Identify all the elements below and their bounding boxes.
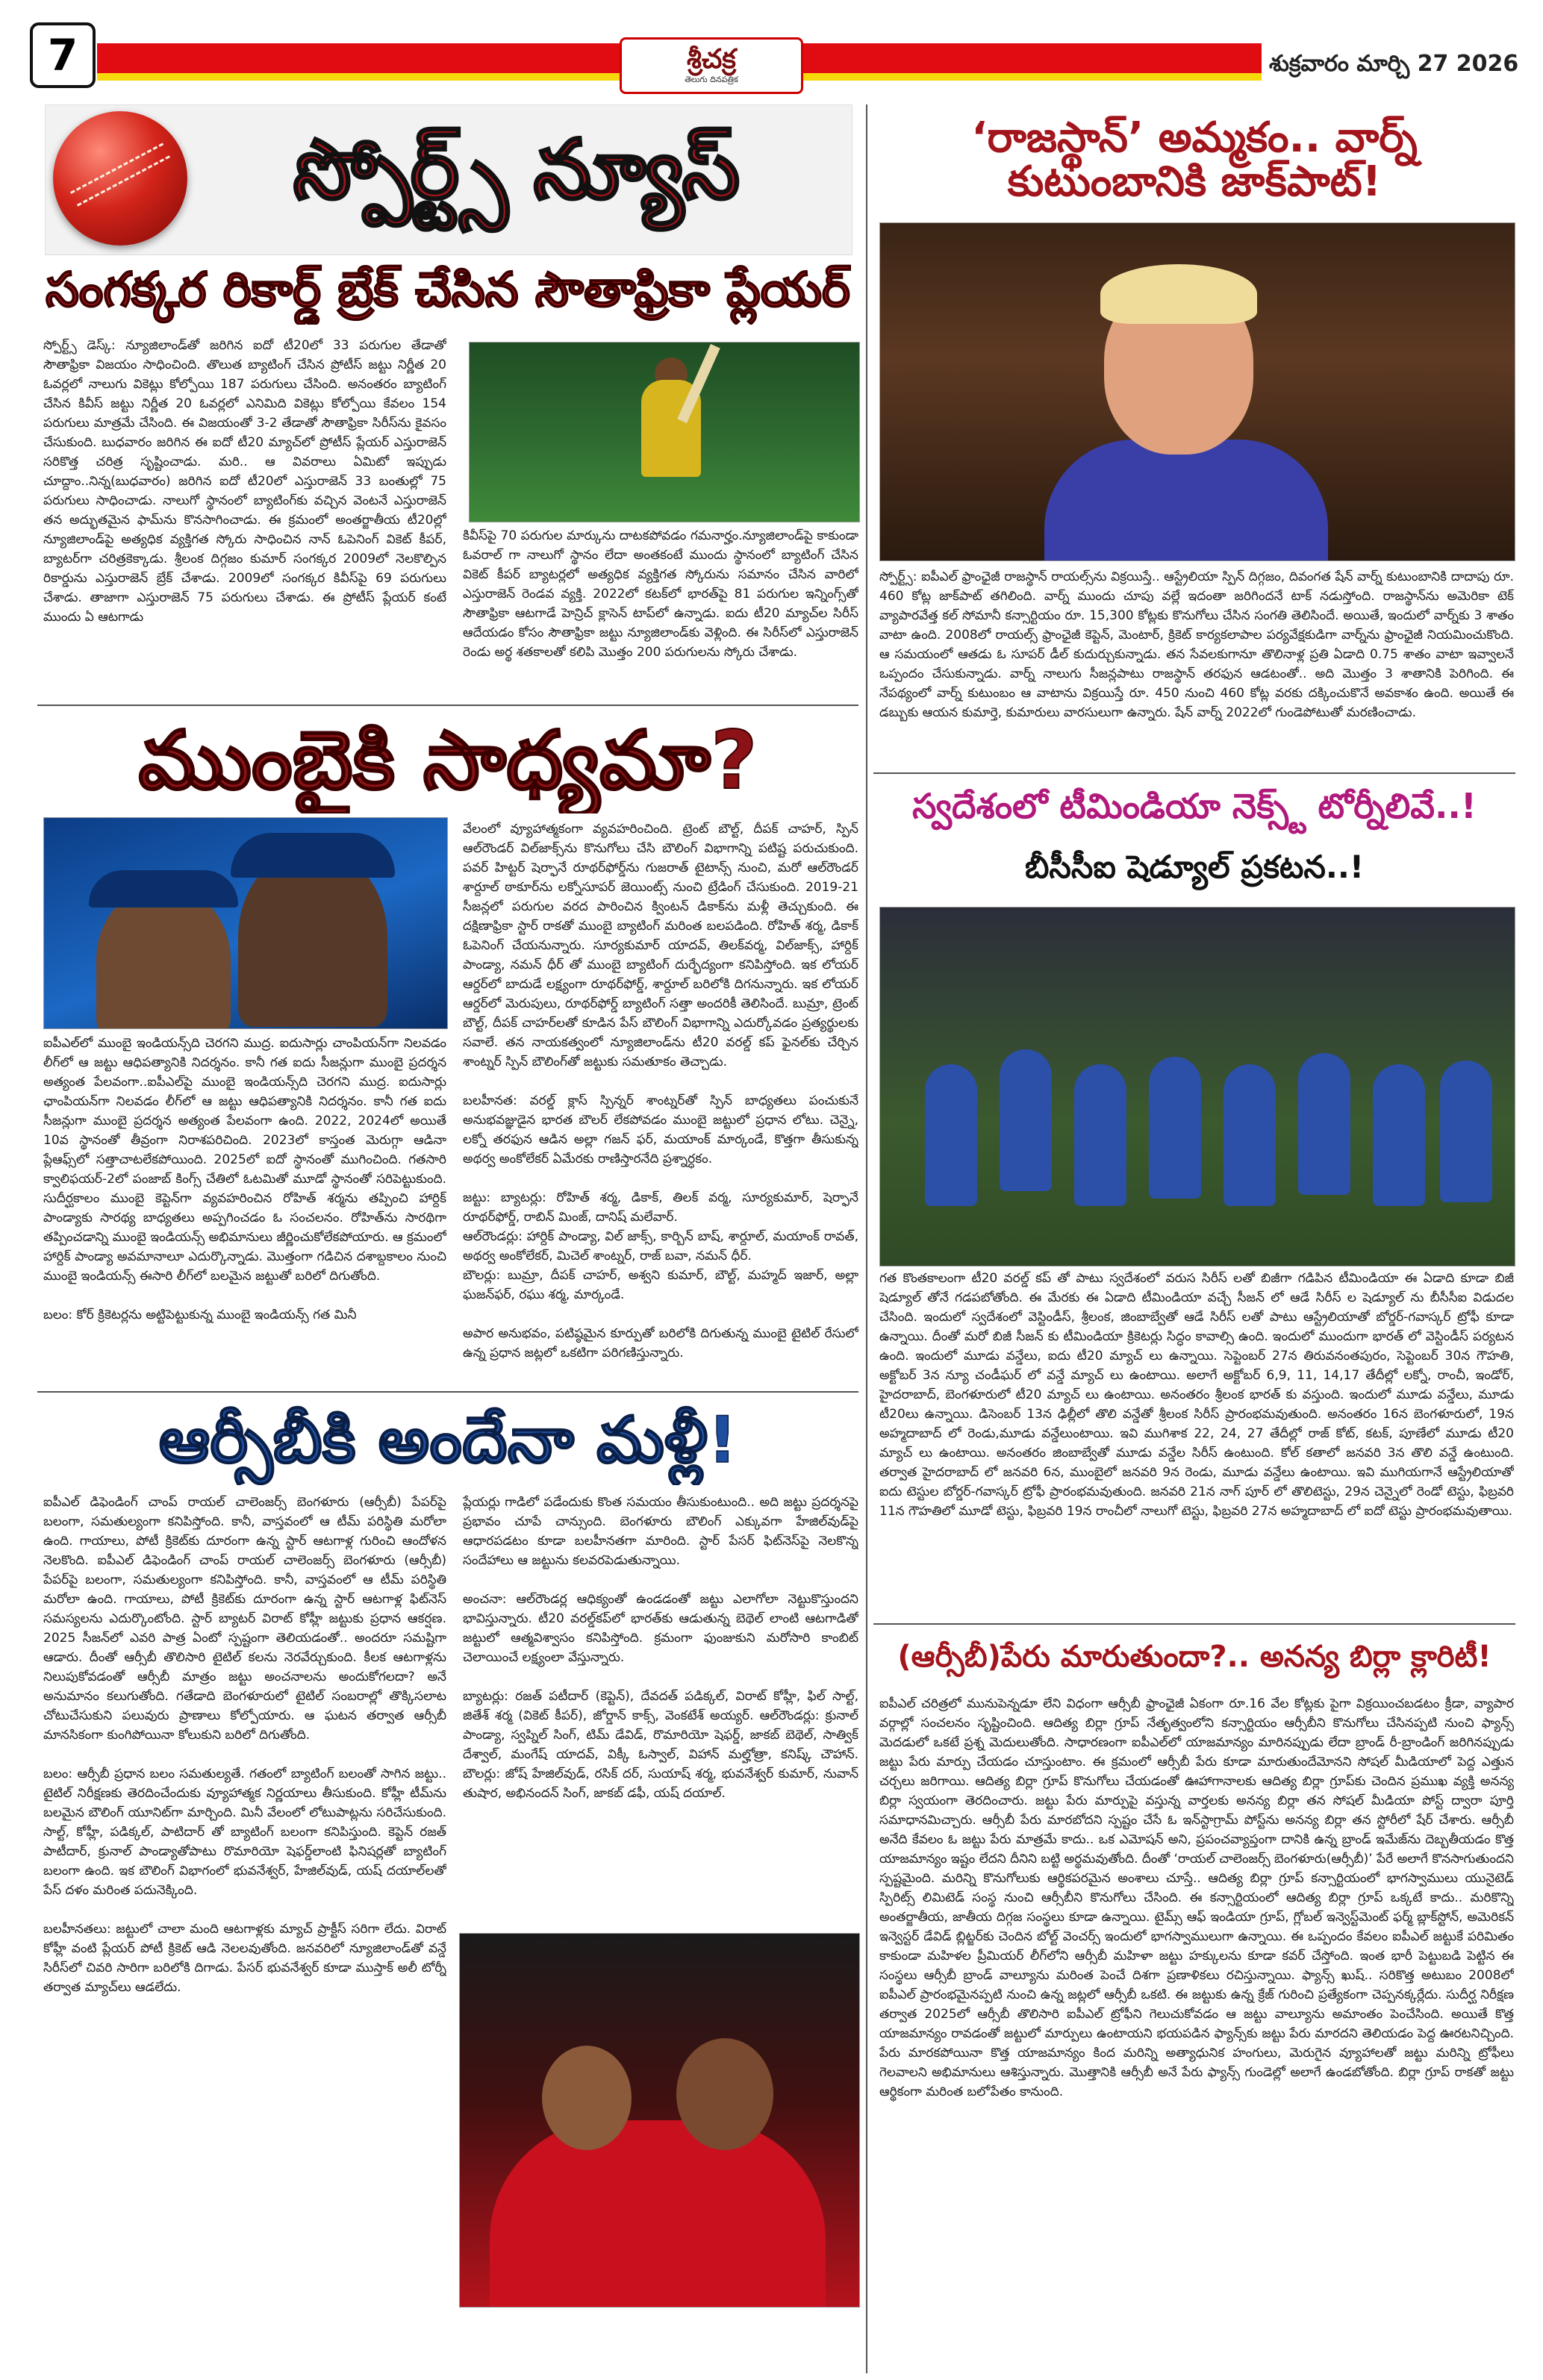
article-mumbai-text-col1: ఐపీఎల్‌లో ముంబై ఇండియన్స్‌ది చెరగని ముద్ర. ఐదుసార్లు చాంపియన్‌గా నిలవడం లీగ్‌లో ఆ జట్టు ఆధిపత్యానికి నిదర్శనం. కానీ గత ఐదు సీజన్లుగా ముంబై ప్రదర్శన అత్యంత పేలవంగా..ఐపీఎల్‌పై ముంబై ఇండియన్స్‌ది చెరగని ముద్ర. ఐదుసార్లు ఛాంపియన్‌గా నిలవడం లీగ్‌లో ఆ జట్టు ఆధిపత్యానికి నిదర్శనం. కానీ గత ఐదు సీజన్లుగా ముంబై ప్రదర్శన అత్యంత పేలవంగా ఉంది. 2022, 2024లో అయితే 10వ స్థానంతో తీవ్రంగా నిరాశపరిచింది. 2023లో కాస్తంత మెరుగ్గా ఆడినా ప్లేఆఫ్స్‌లో సత్తాచాటలేకపోయింది. 2025లో ఐదో స్థానంతో ముగించింది. గతసారి క్వాలిఫయర్-2లో పంజాబ్ కింగ్స్ చేతిలో ఓటమితో మూడో స్థానంతో సరిపెట్టుకుంది. సుదీర్ఘకాలం ముంబై కెప్టెన్‌గా వ్యవహరించిన రోహిత్ శర్మను తప్పించి హార్దిక్ పాండ్యాకు సారథ్య బాధ్యతలు అప్పగించడం ఓ సంచలనం. రోహిత్‌ను సారథిగా తప్పించడాన్ని ముంబై ఇండియన్స్ అభిమానులు జీర్ణించుకోలేకపోయారు. ఆ క్రమంలో హార్దిక్ పాండ్యా అవమానాలూ ఎదుర్కొన్నాడు. మొత్తంగా గడిచిన దశాబ్దకాలం నుంచి ముంబై ఇండియన్స్ ఈసారి లీగ్‌లో బలమైన జట్టుతో బరిలో దిగుతోంది. బలం: కోర్ క్రికెటర్లను అట్టిపెట్టుకున్న ముంబై ఇండియన్స్ గత మినీ [43,1036,446,1322]
sports-news-banner [45,104,852,255]
photo-mumbai-players [43,817,448,1029]
photo-shane-warne [879,222,1515,561]
player-head-shape [542,2046,632,2150]
newspaper-logo [620,37,803,94]
section-rule [37,705,858,706]
article-ananya-text: ఐపీఎల్ చరిత్రలో మునుపెన్నడూ లేని విధంగా ఆర్సీబీ ఫ్రాంఛైజీ ఏకంగా రూ.16 వేల కోట్లకు పైగా విక్రయించబడటం క్రీడా, వ్యాపార వర్గాల్లో సంచలనం సృష్టించింది. ఆదిత్య బిర్లా గ్రూప్ నేతృత్వంలోని కన్సార్టియం ఆర్సీబీని కొనుగోలు చేసినప్పటి నుంచి ఫ్యాన్స్ మెదడులో ఒకటే ప్రశ్న మెదులుతోంది. సాధారణంగా ఐపీఎల్‌లో యాజమాన్యం మారినప్పుడు లేదా బ్రాండ్ రీ-బ్రాండింగ్ జరిగినప్పుడు జట్టు పేరు మార్పు చేయడం చూస్తుంటాం. ఈ క్రమంలో ఆర్సీబీ పేరు కూడా మారుతుందేమోనని సోషల్ మీడియాలో పెద్ద ఎత్తున చర్చలు జరిగాయి. ఆదిత్య బిర్లా గ్రూప్ కొనుగోలు చేయడంతో ఊహాగానాలకు ఆదిత్య బిర్లా గ్రూప్‌కు చెందిన ప్రముఖ వ్యక్తి అనన్య బిర్లా స్వయంగా తెరదించారు. జట్టు పేరు మార్పుపై వస్తున్న వార్తలకు అనన్య బిర్లా తన సోషల్ మీడియా పోస్ట్ ద్వారా పూర్తి సమాధానమిచ్చారు. ఆర్సీబీ పేరు మారబోదని స్పష్టం చేసే ఓ ఇన్‌స్టాగ్రామ్ పోస్ట్‌ను అనన్య బిర్లా తన స్టోరీలో షేర్ చేశారు. ఆర్సీబీ అనేది కేవలం ఓ జట్టు పేరు మాత్రమే కాదు.. ఒక ఎమోషన్ అని, ప్రపంచవ్యాప్తంగా దానికి ఉన్న బ్రాండ్ ఇమేజ్‌ను దెబ్బతీయడం కొత్త యాజమాన్యం ఇష్టం లేదని దీనిని బట్టి అర్థమవుతోంది. దీంతో ‘రాయల్ చాలెంజర్స్ బెంగళూరు(ఆర్సీబీ)’ పేరే అలాగే కొనసాగుతుందని స్పష్టమైంది. మరిన్ని కొనుగోలుకు ఆర్థికపరమైన అంశాలు చూస్తే.. ఆదిత్య బిర్లా గ్రూప్ కన్సార్టియంలో భాగస్వాములు యునైటెడ్ స్పిరిట్స్ లిమిటెడ్ సంస్థ నుంచి ఆర్సీబీని కొనుగోలు చేసింది. ఈ కన్సార్టియంలో ఆదిత్య బిర్లా గ్రూప్ ఒక్కటే కాదు.. మరికొన్ని అంతర్జాతీయ, జాతీయ దిగ్గజ సంస్థలు కూడా ఉన్నాయి. టైమ్స్ ఆఫ్ ఇండియా గ్రూప్, గ్లోబల్ ఇన్వెస్ట్‌మెంట్ ఫర్మ్ బ్లాక్‌స్టోన్, అమెరికన్ ఇన్వెస్టర్ డేవిడ్ బ్లిట్జర్‌కు చెందిన బోల్ట్ వెంచర్స్ ఇందులో భాగస్వాములుగా ఉన్నాయి. ఈ ఒప్పందం కేవలం ఐపీఎల్ జట్టుకే పరిమితం కాకుండా మహిళల ప్రీమియర్ లీగ్‌లోని ఆర్సీబీ మహిళా జట్టు హక్కులను కూడా కవర్ చేస్తోంది. ఇంత భారీ పెట్టుబడి పెట్టిన ఈ సంస్థలు ఆర్సీబీ బ్రాండ్ వాల్యూను మరింత పెంచే దిశగా ప్రణాళికలు రచిస్తున్నాయి. ఫ్యాన్స్ ఖుష్.. సరికొత్త అటుబం 2008లో ఐపీఎల్ ప్రారంభమైనప్పటి నుంచి ఉన్న జట్లలో ఆర్సీబీ ఒకటి. ఈ జట్టుకు ఉన్న క్రేజ్ గురించి ప్రత్యేకంగా చెప్పనక్కర్లేదు. సుదీర్ఘ నిరీక్షణ తర్వాత 2025లో ఆర్సీబీ తొలిసారి ఐపీఎల్ ట్రోఫీని గెలుచుకోవడం ఆ జట్టు వాల్యూను అమాంతం పెంచేసింది. అయితే కొత్త యాజమాన్యం రావడంతో జట్టులో మార్పులు ఉంటాయని భయపడిన ఫ్యాన్స్‌కు జట్టు పేరు మారదని తెలియడం పెద్ద ఊరటనిచ్చింది. పేరు మారకపోయినా కొత్త యాజమాన్యం కింద మరిన్ని అత్యాధునిక హంగులు, మెరుగైన వ్యూహాలతో జట్టు మరిన్ని ట్రోఫీలు గెలవాలని అభిమానులు ఆశిస్తున్నారు. మొత్తానికి ఆర్సీబీ అనే పేరు ఫ్యాన్స్ గుండెల్లో అలాగే ఉండబోతోంది. బిర్లా గ్రూప్ రాకతో జట్టు ఆర్థికంగా మరింత బలోపేతం కానుంది. [879,1696,1514,2099]
article-rcb-text-col1: ఐపీఎల్ డిఫెండింగ్ చాంప్ రాయల్ చాలెంజర్స్ బెంగళూరు (ఆర్సీబీ) పేపర్‌పై బలంగా, సమతుల్యంగా కనిపిస్తోంది. కానీ, వాస్తవంలో ఆ టీమ్ పరిస్థితి మరోలా ఉంది. గాయాలు, పోటీ క్రికెట్‌కు దూరంగా ఉన్న స్టార్ ఆటగాళ్ల గురించి ఆందోళన నెలకొంది. ఐపీఎల్ డిఫెండింగ్ చాంప్ రాయల్ చాలెంజర్స్ బెంగళూరు (ఆర్సీబీ) పేపర్‌పై బలంగా, సమతుల్యంగా కనిపిస్తోంది. కానీ, వాస్తవంలో ఆ టీమ్ పరిస్థితి మరోలా ఉంది. గాయాలు, పోటీ క్రికెట్‌కు దూరంగా ఉన్న స్టార్ ఆటగాళ్ల ఫిట్‌నెస్ సమస్యలను ఎదుర్కొంటోంది. స్టార్ బ్యాటర్ విరాట్ కోహ్లీ జట్టుకు ప్రధాన ఆకర్షణ. 2025 సీజన్‌లో ఎవరి పాత్ర ఏంటో స్పష్టంగా తెలియడంతో.. అందరూ సమష్టిగా ఆడారు. దీంతో ఆర్సీబీ తొలిసారి టైటిల్ కలను నెరవేర్చుకుంది. కీలక ఆటగాళ్లను నిలుపుకోవడంతో ఆర్సీబీ మాత్రం జట్టు అంచనాలను అందుకోగలదా? అనే అనుమానం కలుగుతోంది. గతేడాది బెంగళూరులో టైటిల్ సంబరాల్లో తొక్కిసలాట చోటుచేసుకుని పలువురు ప్రాణాలు కోల్పోయారు. ఆ ఘటన తర్వాత ఆర్సీబీ మానసికంగా కుంగిపోయినా కోలుకుని బరిలో దిగుతోంది. బలం: ఆర్సీబీ ప్రధాన బలం సమతుల్యతే. గతంలో బ్యాటింగ్ బలంతో సాగిన జట్టు.. టైటిల్ నిరీక్షణకు తెరదించేందుకు వ్యూహాత్మక నిర్ణయాలు తీసుకుంది. కోహ్లీ టీమ్‌ను బలమైన బౌలింగ్ యూనిట్‌గా మార్చింది. మినీ వేలంలో లోటుపాట్లను సరిచేసుకుంది. సాల్ట్, కోహ్లీ, పడిక్కల్, పాటిదార్ తో బ్యాటింగ్ బలంగా కనిపిస్తుంది. కెప్టెన్ రజత్ పాటీదార్, క్రునాల్ పాండ్యాతోపాటు రొమారియో షెఫర్డ్‌లాంటి ఫినిషర్లతో బ్యాటింగ్ బలంగా ఉంది. ఇక బౌలింగ్ విభాగంలో భువనేశ్వర్, హేజిల్‌వుడ్, యష్ దయాల్‌లతో పేస్ దళం మరింత పదునెక్కింది. బలహీనతలు: జట్టులో చాలా మంది ఆటగాళ్లకు మ్యాచ్ ప్రాక్టీస్ సరిగా లేదు. విరాట్ కోహ్లీ వంటి ప్లేయర్ పోటీ క్రికెట్ ఆడి నెలలవుతోంది. జనవరిలో న్యూజిలాండ్‌తో వన్డే సిరీస్‌లో చివరి సారిగా బరిలోకి దిగాడు. పేసర్ భువనేశ్వర్ కూడా ముస్తాక్ అలీ టోర్నీ తర్వాత మ్యాచ్‌లు ఆడలేదు. [43,1495,446,1995]
player-figure [1224,1064,1276,1206]
article-rcb-text-col2: ప్లేయర్లు గాడిలో పడేందుకు కొంత సమయం తీసుకుంటుంది.. అది జట్టు ప్రదర్శనపై ప్రభావం చూపే చాన్సుంది. బెంగళూరు బౌలింగ్ ఎక్కువగా హేజిల్‌వుడ్‌పై ఆధారపడటం కూడా బలహీనతగా మారింది. స్టార్ పేసర్ ఫిట్‌నెస్‌పై నెలకొన్న సందేహాలు ఆ జట్టును కలవరపెడుతున్నాయి. అంచనా: ఆల్‌రౌండర్ల ఆధిక్యంతో ఉండడంతో జట్టు ఎలాగోలా నెట్టుకొస్తుందని భావిస్తున్నారు. టీ20 వరల్డ్‌కప్‌లో భారత్‌కు ఆడుతున్న బెథెల్ లాంటి ఆటగాడితో జట్టులో ఆత్మవిశ్వాసం కనిపిస్తోంది. క్రమంగా ఫుంజుకుని మరోసారి కాంబిట్ చెలాయించే లక్ష్యంలా వేస్తున్నారు. బ్యాటర్లు: రజత్ పటీదార్ (కెప్టెన్), దేవదత్ పడిక్కల్, విరాట్ కోహ్లీ, ఫిల్ సాల్ట్, జితేశ్ శర్మ (వికెట్ కీపర్), జోర్డాన్ కాక్స్, వెంకటేశ్ అయ్యర్. ఆల్‌రౌండర్లు: క్రునాల్ పాండ్యా, స్వప్నిల్ సింగ్, టిమ్ డేవిడ్, రొమారియో షెఫర్డ్, జాకబ్ బెథెల్, సాత్విక్ దేశ్వాల్, మంగేష్ యాదవ్, విక్కీ ఓస్వాల్, విహాన్ మల్హోత్రా, కనిష్క్ చౌహాన్. బౌలర్లు: జోష్ హేజిల్‌వుడ్, రసిక్ దర్, సుయాష్ శర్మ, భువనేశ్వర్ కుమార్, నువాన్ తుషార, అభినందన్ సింగ్, జాకబ్ డఫీ, యష్ దయాల్. [463,1495,858,1801]
headline-rajasthan-line2: కుటుంబానికి జాక్‌పాట్! [1007,157,1382,206]
headline-sangakkara-record: సంగక్కర రికార్డ్ బ్రేక్ చేసిన సౌతాఫ్రికా ప్లేయర్ [46,263,850,319]
headline-mumbai: ముంబైకి సాధ్యమా? [138,714,758,808]
section-rule [873,1623,1515,1625]
subheadline-bcci-schedule: బీసీసీఐ షెడ్యూల్ ప్రకటన..! [1025,849,1364,886]
article-bcci-text: గత కొంతకాలంగా టీ20 వరల్డ్ కప్ తో పాటు స్వదేశంలో వరుస సిరీస్ లతో బిజీగా గడిపిన టీమిండియా ఈ ఏడాది కూడా బిజీ షెడ్యూల్ తోనే గడపబోతోంది. ఈ మేరకు ఈ ఏడాది టీమిండియా వచ్చే సీజన్ లో ఆడే సిరీస్ ల షెడ్యూల్ ను బీసీసీఐ విడుదల చేసింది. ఇందులో స్వదేశంలో వెస్టిండీస్, శ్రీలంక, జింబాబ్వేతో ఆడే సిరీస్ లతో పాటు ఆస్ట్రేలియాతో బోర్డర్-గవాస్కర్ ట్రోఫీ కూడా ఉన్నాయి. దీంతో మరో బిజీ సీజన్ కు టీమిండియా క్రికెటర్లు సిద్ధం కావాల్సి ఉంది. ఇందులో ముందుగా భారత్ లో వెస్టిండీస్ పర్యటన ఉంది. ఇందులో మూడు వన్డేలు, ఐదు టీ20 మ్యాచ్ లు ఉన్నాయి. సెప్టెంబర్ 27న తిరువనంతపురం, సెప్టెంబర్ 30న గౌహతి, అక్టోబర్ 3న న్యూ చండీఘర్ లో వన్డే మ్యాచ్ లు ఉంటాయి. అలాగే అక్టోబర్ 6,9, 11, 14,17 తేదీల్లో లక్నో, రాంచీ, ఇండోర్, హైదరాబాద్, బెంగళూరులో టీ20 మ్యాచ్ లు ఉంటాయి. అనంతరం శ్రీలంక భారత్ కు వస్తుంది. ఇందులో మూడు వన్డేలు, మూడు టీ20లు ఉన్నాయి. డిసెంబర్ 13న ఢిల్లీలో తొలి వన్డేతో శ్రీలంక సిరీస్ ప్రారంభమవుతుంది. అనంతరం 16న బెంగళూరులో, 19న అహ్మదాబాద్ లో రెండు,మూడు వన్డేలుంటాయి. ఇవి ముగిశాక 22, 24, 27 తేదీల్లో రాజ్ కోట్, కటక్, పూణేలో మూడు టీ20 మ్యాచ్ లు ఉంటాయి. అనంతరం జింబాబ్వేతో మూడు వన్డేల సిరీస్ ఉంటుంది. కోల్ కతాలో జనవరి 3న తొలి వన్డే ఉంటుంది. తర్వాత హైదరాబాద్ లో జనవరి 6న, ముంబైలో జనవరి 9న రెండు, మూడు వన్డేలు ఉంటాయి. ఇవి ముగియగానే ఆస్ట్రేలియాతో ఐదు టెస్టుల బోర్డర్-గవాస్కర్ ట్రోఫీ ప్రారంభమవుతుంది. జనవరి 21న నాగ్ పూర్ లో తొలిటెస్టు, 29న చెన్నైలో రెండో టెస్టు, ఫిబ్రవరి 11న గౌహతిలో మూడో టెస్టు, ఫిబ్రవరి 19న రాంచీలో నాలుగో టెస్టు, ఫిబ్రవరి 27న అహ్మదాబాద్ లో ఐదో టెస్టు ప్రారంభమవుతాయి. [879,1271,1514,1519]
headline-teamindia-home-series: స్వదేశంలో టీమిండియా నెక్స్ట్ టోర్నీలివే..! [912,785,1477,826]
logo-tagline: తెలుగు దినపత్రిక [685,74,738,84]
photo-rcb-players [459,1933,860,2308]
headline-rcb: ఆర్సీబీకి అందేనా మళ్లీ! [158,1402,738,1478]
photo-sa-batsman [469,342,860,522]
article-sa-text-col2: కివీస్‌పై 70 పరుగుల మార్కును దాటకపోవడం గమనార్హం.న్యూజిలాండ్‌పై కాకుండా ఓవరాల్ గా నాలుగో స్థానం లేదా అంతకంటే ముందు స్థానంలో బ్యాటింగ్ చేసిన వికెట్ కీపర్ బ్యాటర్లలో అత్యధిక వ్యక్తిగత స్కోరును సమానం చేసిన వారిలో ఎస్తురాజెన్ రెండవ వ్యక్తి. 2022లో కటక్‌లో భారత్‌పై 81 పరుగుల ఇన్నింగ్స్‌తో సౌతాఫ్రికా ఆటగాడే హెన్రిచ్ క్లాసెన్ టాప్‌లో ఉన్నాడు. ఐదు టీ20 మ్యాచ్‌ల సిరీస్ ఆదేయడం కోసం సౌతాఫ్రికా జట్టు న్యూజిలాండ్‌కు వెళ్లింది. ఈ సిరీస్‌లో ఎస్తురాజెన్ రెండు అర్థ శతకాలతో కలిపి మొత్తం 200 పరుగులను స్కోరు చేశాడు. [463,528,858,660]
cap1-shape [89,870,238,908]
sports-news-title: స్పోర్ట్స్ న్యూస్ [293,122,738,217]
logo-text: శ్రీచక్ర [687,43,736,75]
player-figure [1074,1064,1126,1206]
article-mumbai-text-col2: వేలంలో వ్యూహాత్మకంగా వ్యవహరించింది. ట్రెంట్ బౌల్ట్, దీపక్ చాహర్, స్పిన్ ఆల్‌రౌండర్ విల్‌జాక్స్‌ను కొనుగోలు చేసి బౌలింగ్ విభాగాన్ని పటిష్ట పరుచుకుంది. పవర్ హిట్టర్ షెర్ఫానే రూథర్‌ఫోర్డ్‌ను గుజరాత్ టైటాన్స్ నుంచి, మరో ఆల్‌రౌండర్ శార్దూల్ ఠాకూర్‌ను లక్నోసూపర్ జెయింట్స్ నుంచి ట్రేడింగ్ చేసుకుంది. 2019-21 సీజన్లలో పరుగుల వరద పారించిన క్వింటన్ డికాక్‌ను మళ్లీ తెచ్చుకుంది. ఈ దక్షిణాఫ్రికా స్టార్ రాకతో ముంబై బ్యాటింగ్ మరింత బలపడింది. రోహిత్ శర్మ, డికాక్ ఓపెనింగ్ చేయనున్నారు. సూర్యకుమార్ యాదవ్, తిలక్‌వర్మ, విల్‌జాక్స్, హార్దిక్ పాండ్యా, నమన్ ధీర్ తో ముంబై బ్యాటింగ్ దుర్భేద్యంగా కనిపిస్తోంది. ఇక లోయర్ ఆర్డర్‌లో బాదుడే లక్ష్యంగా రూథర్‌ఫోర్డ్, శార్దూల్ బరిలోకి దిగనున్నారు. ఇక లోయర్ ఆర్డర్‌లో మెరుపులు, రూథర్‌ఫోర్డ్ బ్యాటింగ్ సత్తా అందరికీ తెలిసిందే. బుమ్రా, ట్రెంట్ బౌల్ట్, దీపక్ చాహర్‌లతో కూడిన పేస్ బౌలింగ్ విభాగాన్ని ఎదుర్కోవడం ప్రత్యర్థులకు సవాలే. తన నాయకత్వంలో న్యూజిలాండ్‌ను టీ20 వరల్డ్ కప్ ఫైనల్‌కు చేర్చిన శాంట్నర్ స్పిన్ బౌలింగ్‌తో జట్టుకు సమతూకం తెచ్చాడు. బలహీనత: వరల్డ్ క్లాస్ స్పిన్నర్ శాంట్నర్‌తో స్పిన్ బాధ్యతలు పంచుకునే అనుభవజ్ఞుడైన భారత బౌలర్ లేకపోవడం ముంబై జట్టులో ప్రధాన లోటు. చెన్నై, లక్నో తరఫున ఆడిన అల్లా గజన్ ఫర్, మయాంక్ మార్కండే, కొత్తగా తీసుకున్న అథర్వ అంకోలేకర్ ఏమేరకు రాణిస్తారనేది ప్రశ్నార్ధకం. జట్టు: బ్యాటర్లు: రోహిత్ శర్మ, డికాక్, తిలక్ వర్మ, సూర్యకుమార్, షెర్ఫానే రూథర్‌ఫోర్డ్, రాబిన్ మింజ్, దానిష్ మలేవార్. ఆల్‌రౌండర్లు: హార్దిక్ పాండ్యా, విల్ జాక్స్, కార్బిన్ బాష్, శార్దూల్, మయాంక్ రావత్, అథర్వ అంకోలేకర్, మిచెల్ శాంట్నర్, రాజ్ బవా, నమన్ ధీర్. బౌలర్లు: బుమ్రా, దీపక్ చాహర్, అశ్వని కుమార్, బౌల్ట్, మహ్మద్ ఇజార్, అల్లా ఘజన్‌ఫర్, రఘు శర్మ, మార్కండే. అపార అనుభవం, పటిష్ఠమైన కూర్పుతో బరిలోకి దిగుతున్న ముంబై టైటిల్ రేసులో ఉన్న ప్రధాన జట్లలో ఒకటిగా పరిగణిస్తున్నారు. [463,822,858,1361]
section-rule [37,1391,858,1393]
player-head-shape [676,2038,773,2150]
article-sa-text-col1: స్పోర్ట్స్ డెస్క్: న్యూజిలాండ్‌తో జరిగిన ఐదో టీ20లో 33 పరుగుల తేడాతో సౌతాఫ్రికా విజయం సాధించింది. తొలుత బ్యాటింగ్ చేసిన ప్రోటీస్ జట్టు నిర్ణీత 20 ఓవర్లలో నాలుగు వికెట్లు కోల్పోయి 187 పరుగులు చేసింది. అనంతరం బ్యాటింగ్ చేసిన కివీస్ జట్టు నిర్ణీత 20 ఓవర్లలో ఎనిమిది వికెట్లు కోల్పోయి కేవలం 154 పరుగులు మాత్రమే చేసింది. ఈ విజయంతో 3-2 తేడాతో సౌతాఫ్రికా సిరీస్‌ను కైవసం చేసుకుంది. బుధవారం జరిగిన ఈ ఐదో టీ20 మ్యాచ్‌లో ప్రోటీస్ ప్లేయర్ ఎస్తురాజెన్ సరికొత్త చరిత్ర సృష్టించాడు. మరి.. ఆ వివరాలు ఏమిటో ఇప్పుడు చూద్దాం..నిన్న(బుధవారం) జరిగిన ఐదో టీ20లో ఎస్తురాజెన్ 33 బంతుల్లో 75 పరుగులు సాధించాడు. నాలుగో స్థానంలో బ్యాటింగ్‌కు వచ్చిన వెంటనే ఎస్తురాజెన్ తన అద్భుతమైన ఫామ్‌ను కొనసాగించాడు. ఈ క్రమంలో అంతర్జాతీయ టీ20ల్లో న్యూజిలాండ్‌పై అత్యధిక వ్యక్తిగత స్కోరు సాధించిన నాన్ ఓపెనింగ్ వికెట్ కీపర్, బ్యాటర్‌గా చరిత్రకెక్కాడు. శ్రీలంక దిగ్గజం కుమార్ సంగక్కర 2009లో నెలకొల్పిన రికార్డును ఎస్తురాజెన్ బ్రేక్ చేశాడు. 2009లో సంగక్కర కివీస్‌పై 69 పరుగులు చేశాడు. తాజాగా ఎస్తురాజెన్ 75 పరుగులు చేశాడు. ఈ ప్రోటీస్ ప్లేయర్ కంటే ముందు ఏ ఆటగాడు [43,338,446,625]
player-figure [1440,1061,1492,1202]
headline-rcb-name-change: (ఆర్సీబీ)పేరు మారుతుందా?.. అనన్య బిర్లా క్లారిటీ! [897,1640,1491,1674]
photo-team-india-huddle [879,907,1515,1266]
headline-rajasthan-line1: ‘రాజస్థాన్’ అమ్మకం.. వార్న్ [971,113,1418,163]
player-figure [1149,1057,1201,1199]
player-figure [925,1064,977,1206]
page-number: 7 [30,22,96,88]
issue-date: శుక్రవారం మార్చి 27 2026 [1269,51,1519,77]
player-figure [1000,1049,1052,1191]
headline-rajasthan-warne [873,104,1515,216]
warne-hair-shape [1100,264,1257,324]
rcb-jersey-shape [490,2120,826,2308]
column-rule [866,104,867,2373]
masthead [0,0,1543,97]
section-rule [873,772,1515,774]
player-figure [1373,1064,1425,1206]
article-warne-text: స్పోర్ట్స్: ఐపీఎల్ ఫ్రాంఛైజీ రాజస్థాన్ రాయల్స్‌ను విక్రయిస్తే.. ఆస్ట్రేలియా స్పిన్ దిగ్గజం, దివంగత షేన్ వార్న్ కుటుంబానికి దాదాపు రూ. 460 కోట్ల జాక్‌పాట్ తగిలింది. వార్న్ ముందు చూపు వల్లే ఇదంతా జరిగిందనే టాక్ నడుస్తోంది. రాజస్థాన్‌ను అమెరికా టెక్ వ్యాపారవేత్త కల్ సోమానీ కన్సార్టియం రూ. 15,300 కోట్లకు కొనుగోలు చేసిన సంగతి తెలిసిందే. అయితే, ఇందులో వార్న్‌కు 3 శాతం వాటా ఉంది. 2008లో రాయల్స్ ఫ్రాంఛైజీ కెప్టెన్, మెంటార్, క్రికెట్ కార్యకలాపాల పర్యవేక్షకుడిగా వార్న్‌ను ఫ్రాంఛైజీ నియమించుకొంది. ఆ సమయంలో ఆతడు ఓ సూపర్ డీల్ కుదుర్చుకున్నాడు. తన సేవలకుగానూ తొలినాళ్ల ప్రతి ఏడాది 0.75 శాతం వాటా ఇవ్వాలనే ఒప్పందం చేసుకున్నాడు. వార్న్ నాలుగు సీజన్లపాటు రాజస్థాన్ తరఫున ఆడటంతో.. అది మొత్తం 3 శాతానికి పెరిగింది. ఈ నేపథ్యంలో వార్న్ కుటుంబం ఆ వాటాను విక్రయిస్తే రూ. 450 నుంచి 460 కోట్ల వరకు దక్కించుకొనే అవకాశం ఉంది. అయితే ఈ డబ్బుకు ఆయన కుమార్తె, కుమారులు వారసులుగా ఉన్నారు. షేన్ వార్న్ 2022లో గుండెపోటుతో మరణించాడు. [879,569,1514,720]
player-figure [1298,1053,1350,1195]
cap2-shape [231,833,395,878]
warne-shirt-shape [1044,440,1328,561]
